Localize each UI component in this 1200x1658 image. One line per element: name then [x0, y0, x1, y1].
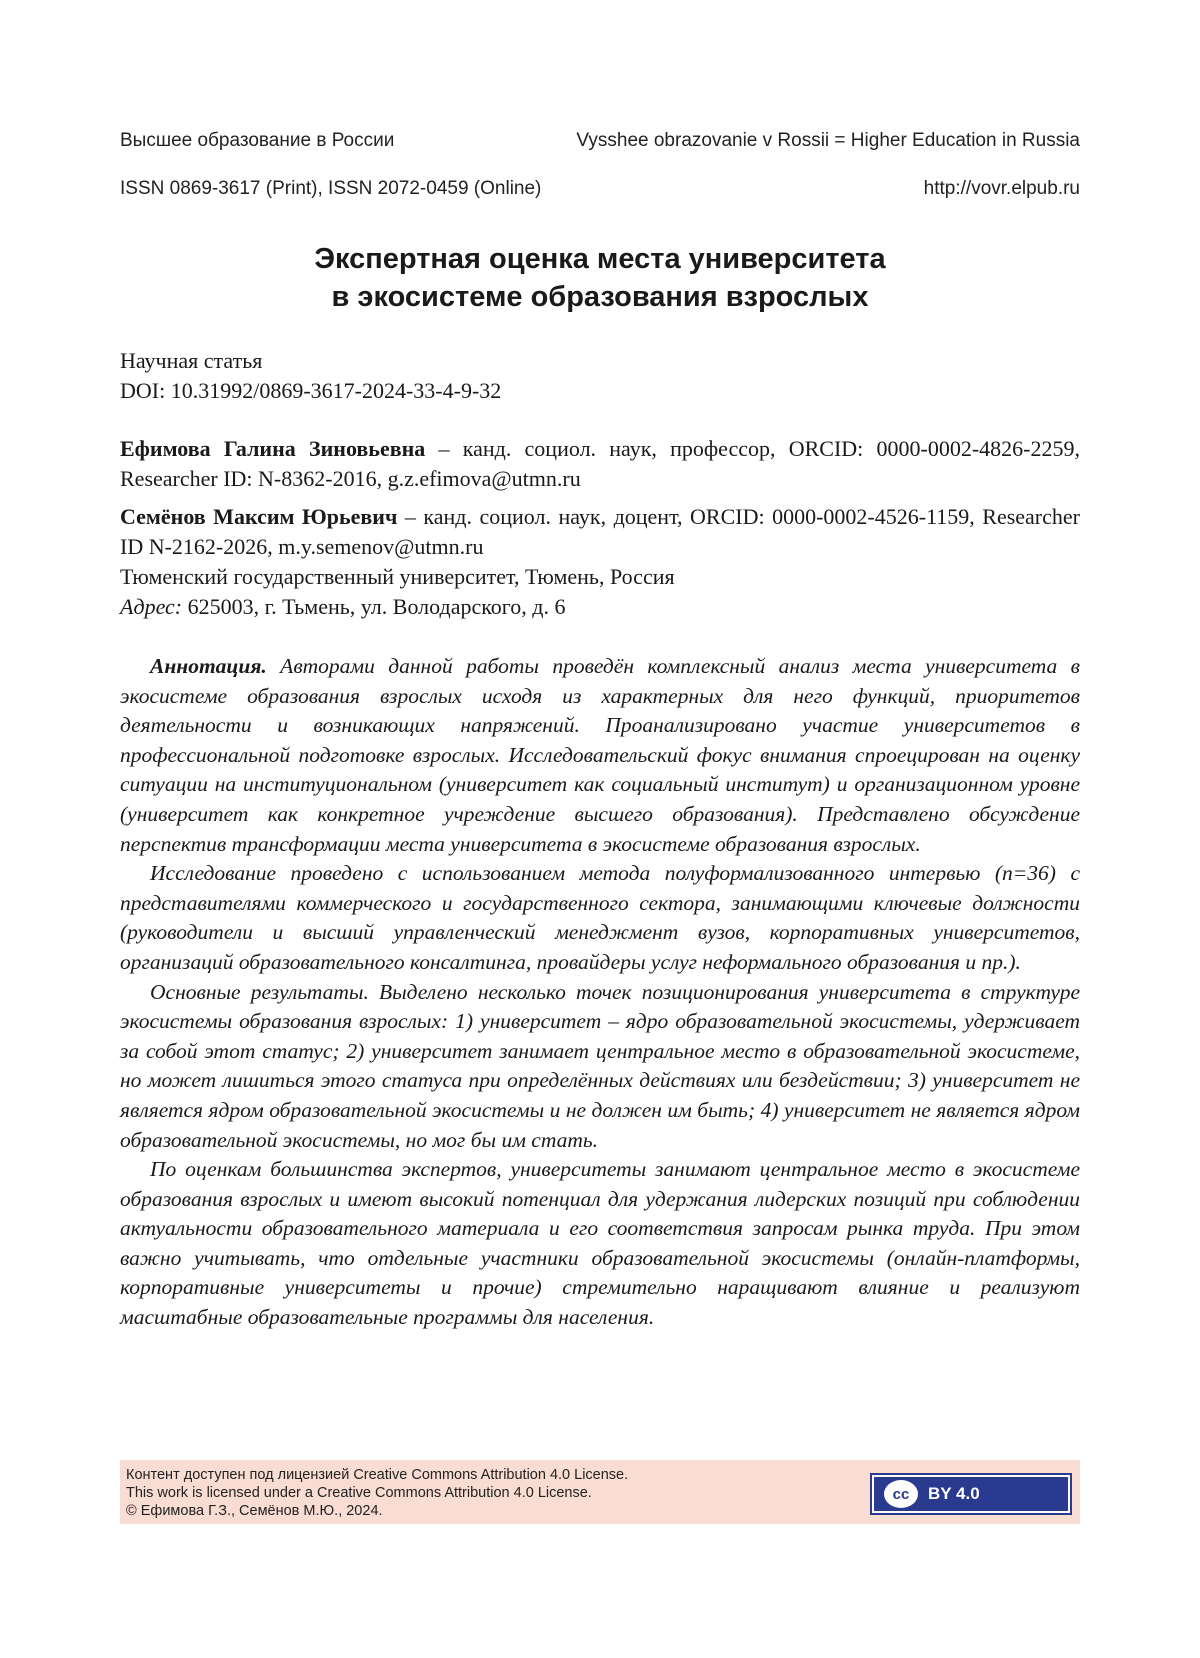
title-line-1: Экспертная оценка места университета	[314, 243, 886, 275]
author-2-name: Семёнов Максим Юрьевич	[120, 504, 398, 529]
address-value: 625003, г. Тьмень, ул. Володарского, д. 6	[182, 594, 566, 619]
abstract-paragraph-2: Исследование проведено с использованием метода полуформализованного интервью (n=36) с представителями коммерческого и государственного сектора, занимающими ключевые должности (руководители и высший управленческий менеджмент вузов, корпоративных университетов, организаций образовательного консалтинга, провайдеры услуг неформального образования и пр.).	[120, 861, 1080, 974]
cc-icon: cc	[884, 1480, 918, 1508]
author-2-details: – канд. социол. наук, доцент, ORCID: 0000-0002-4526-1159, Researcher ID N-2162-2026, m.y.semenov@utmn.ru	[120, 504, 1080, 559]
cc-badge-label: BY 4.0	[928, 1484, 980, 1503]
author-1-name: Ефимова Галина Зиновьевна	[120, 436, 426, 461]
author-1-details: – канд. социол. наук, профессор, ORCID: 0000-0002-4826-2259, Researcher ID: N-8362-2016, g.z.efimova@utmn.ru	[120, 436, 1080, 491]
license-line-ru: Контент доступен под лицензией Creative Commons Attribution 4.0 License.	[126, 1467, 629, 1483]
journal-url[interactable]: http://vovr.elpub.ru	[923, 178, 1080, 199]
journal-name-ru: Высшее образование в России	[120, 130, 395, 151]
abstract-label: Аннотация.	[150, 654, 267, 678]
abstract	[120, 652, 1080, 1333]
abstract-text-1: Авторами данной работы проведён комплексный анализ места университета в экосистеме образования взрослых исходя из характерных для него функций, приоритетов деятельности и возникающих напряжений. Проанализировано участие университетов в профессиональной подготовке взрослых. Исследовательский фокус внимания спроецирован на оценку ситуации на институциональном (университет как социальный институт) и организационном уровне (университет как конкретное учреждение высшего образования). Представлено обсуждение перспектив трансформации места университета в экосистеме образования взрослых.	[120, 654, 1080, 856]
license-text	[126, 1466, 628, 1520]
issn-line	[120, 178, 1080, 200]
authors-block	[120, 434, 1080, 622]
affiliation: Тюменский государственный университет, Тюмень, Россия	[120, 564, 675, 589]
cc-by-badge[interactable]	[872, 1475, 1070, 1513]
article-meta	[120, 346, 1080, 406]
abstract-paragraph-4: По оценкам большинства экспертов, университеты занимают центральное место в экосистеме образования взрослых и имеют высокий потенциал для удержания лидерских позиций при соблюдении актуальности образовательного материала и его соответствия запросам рынка труда. При этом важно учитывать, что отдельные участники образовательной экосистемы (онлайн-платформы, корпоративные университеты и прочие) стремительно наращивают влияние и реализуют масштабные образовательные программы для населения.	[120, 1157, 1080, 1330]
article-type: Научная статья	[120, 348, 263, 373]
journal-name-en: Vysshee obrazovanie v Rossii = Higher Education in Russia	[576, 130, 1080, 151]
license-box	[120, 1460, 1080, 1524]
license-line-en: This work is licensed under a Creative Commons Attribution 4.0 License.	[126, 1485, 592, 1501]
issn: ISSN 0869-3617 (Print), ISSN 2072-0459 (Online)	[120, 178, 542, 199]
article-title	[120, 240, 1080, 316]
running-header	[120, 130, 1080, 152]
abstract-paragraph-3: Основные результаты. Выделено несколько точек позиционирования университета в структуре экосистемы образования взрослых: 1) университет – ядро образовательной экосистемы, удерживает за собой этот статус; 2) университет занимает центральное место в образовательной экосистеме, но может лишиться этого статуса при определённых действиях или бездействии; 3) университет не является ядром образовательной экосистемы и не должен им быть; 4) университет не является ядром образовательной экосистемы, но мог бы им стать.	[120, 979, 1080, 1152]
address-label: Адрес:	[120, 594, 183, 619]
doi: DOI: 10.31992/0869-3617-2024-33-4-9-32	[120, 378, 502, 403]
author-2	[120, 502, 1080, 562]
abstract-paragraph-1	[120, 652, 1080, 859]
copyright-line: © Ефимова Г.З., Семёнов М.Ю., 2024.	[126, 1503, 383, 1519]
address	[120, 592, 1080, 622]
author-1	[120, 434, 1080, 494]
title-line-2: в экосистеме образования взрослых	[331, 281, 869, 313]
